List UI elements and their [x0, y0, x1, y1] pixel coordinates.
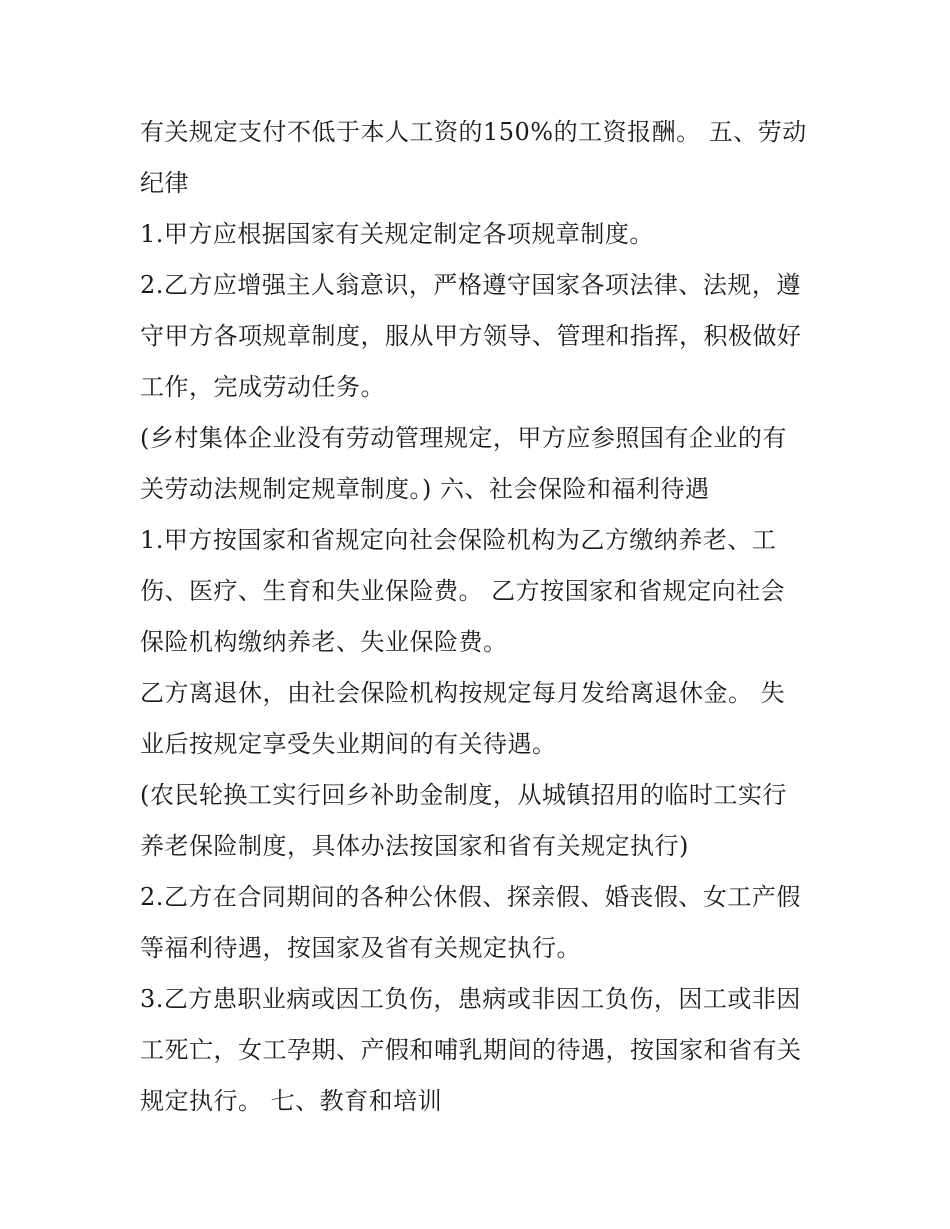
text-line: 保险机构缴纳养老、失业保险费。: [140, 628, 508, 656]
text-line: 守甲方各项规章制度，服从甲方领导、管理和指挥，积极做好: [140, 322, 802, 350]
text-line: 养老保险制度，具体办法按国家和省有关规定执行): [140, 832, 689, 860]
text-line: 1.甲方按国家和省规定向社会保险机构为乙方缴纳养老、工: [140, 526, 777, 554]
text-line: 工死亡，女工孕期、产假和哺乳期间的待遇，按国家和省有关: [140, 1036, 802, 1064]
text-line: 2.乙方在合同期间的各种公休假、探亲假、婚丧假、女工产假: [140, 883, 801, 911]
text-line: 关劳动法规制定规章制度。) 六、社会保险和福利待遇: [140, 475, 710, 503]
text-line: 1.甲方应根据国家有关规定制定各项规章制度。: [140, 220, 654, 248]
text-line: 工作，完成劳动任务。: [140, 373, 385, 401]
text-line: (乡村集体企业没有劳动管理规定，甲方应参照国有企业的有: [140, 424, 787, 452]
text-line: 纪律: [140, 169, 189, 197]
text-line: 规定执行。 七、教育和培训: [140, 1087, 443, 1115]
document-body: [140, 107, 820, 1127]
text-line: 乙方离退休，由社会保险机构按规定每月发给离退休金。 失: [140, 679, 786, 707]
text-line: 2.乙方应增强主人翁意识，严格遵守国家各项法律、法规，遵: [140, 271, 801, 299]
text-line: 伤、医疗、生育和失业保险费。 乙方按国家和省规定向社会: [140, 577, 786, 605]
text-line: 等福利待遇，按国家及省有关规定执行。: [140, 934, 581, 962]
text-line: 有关规定支付不低于本人工资的150%的工资报酬。 五、劳动: [140, 118, 807, 146]
text-line: (农民轮换工实行回乡补助金制度，从城镇招用的临时工实行: [140, 781, 787, 809]
text-line: 业后按规定享受失业期间的有关待遇。: [140, 730, 557, 758]
text-line: 3.乙方患职业病或因工负伤，患病或非因工负伤，因工或非因: [140, 985, 801, 1013]
